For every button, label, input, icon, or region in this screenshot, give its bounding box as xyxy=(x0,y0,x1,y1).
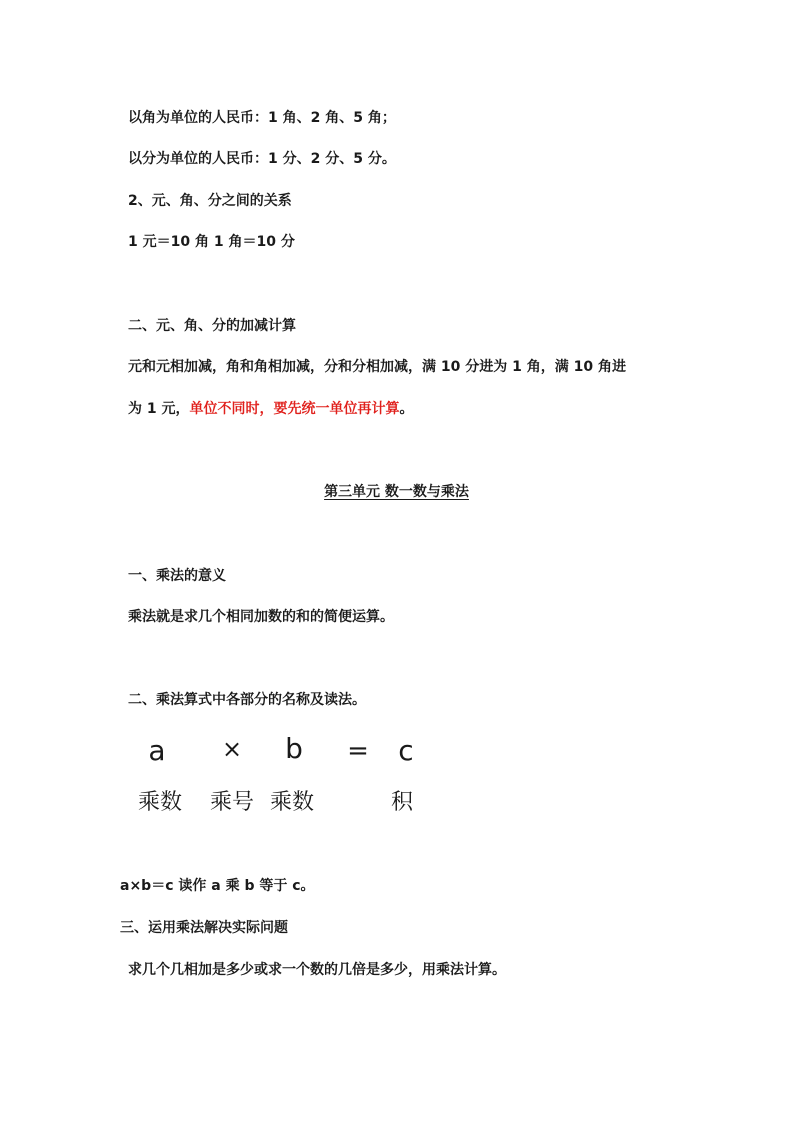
formula-a: a xyxy=(148,734,166,767)
apply-heading: 三、运用乘法解决实际问题 xyxy=(120,920,288,936)
formula-equals-sign: = xyxy=(347,736,369,766)
parts-heading: 二、乘法算式中各部分的名称及读法。 xyxy=(128,692,366,708)
fen-units-line: 以分为单位的人民币：1 分、2 分、5 分。 xyxy=(128,151,396,167)
section2-heading: 二、元、角、分的加减计算 xyxy=(128,318,296,334)
meaning-text: 乘法就是求几个相同加数的和的简便运算。 xyxy=(128,609,394,625)
add-sub-rule-line-2 xyxy=(128,399,414,419)
formula-reading: a×b＝c 读作 a 乘 b 等于 c。 xyxy=(120,878,315,894)
formula-times-sign: × xyxy=(221,735,243,763)
formula-b: b xyxy=(285,732,303,765)
relation-heading: 2、元、角、分之间的关系 xyxy=(128,193,292,209)
add-sub-rule-highlight: 单位不同时，要先统一单位再计算 xyxy=(189,401,400,417)
formula-name-product: 积 xyxy=(391,790,414,815)
apply-text: 求几个几相加是多少或求一个数的几倍是多少，用乘法计算。 xyxy=(128,962,506,978)
formula-name-multiplicand: 乘数 xyxy=(138,790,183,815)
jiao-units-line: 以角为单位的人民币：1 角、2 角、5 角； xyxy=(128,110,396,126)
multiplication-formula-figure xyxy=(132,730,432,825)
formula-name-times-sign: 乘号 xyxy=(210,790,255,815)
unit3-title xyxy=(0,482,793,502)
add-sub-rule-line-1: 元和元相加减，角和角相加减，分和分相加减，满 10 分进为 1 角，满 10 角进 xyxy=(128,359,626,375)
unit3-title-text: 第三单元 数一数与乘法 xyxy=(324,484,469,500)
meaning-heading: 一、乘法的意义 xyxy=(128,568,226,584)
relation-formula: 1 元＝10 角 1 角＝10 分 xyxy=(128,234,295,250)
formula-name-multiplier: 乘数 xyxy=(270,790,315,815)
add-sub-rule-prefix: 为 1 元， xyxy=(128,401,190,417)
formula-c: c xyxy=(398,734,414,767)
add-sub-rule-suffix: 。 xyxy=(399,401,414,417)
